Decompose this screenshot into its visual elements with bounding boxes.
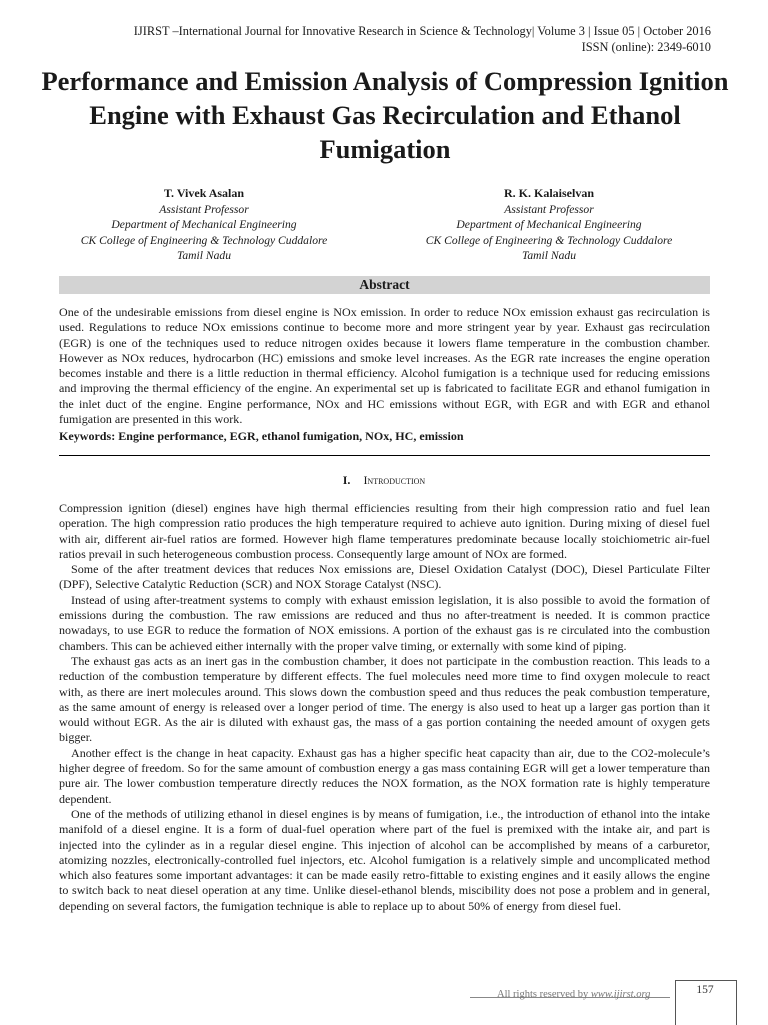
rights-text: All rights reserved by xyxy=(497,989,589,1000)
footer-rights xyxy=(497,989,650,1000)
section-divider xyxy=(59,455,710,456)
journal-header-line: IJIRST –International Journal for Innovative Research in Science & Technology| Volume 3 | Issue 05 | October 2016 xyxy=(133,24,711,38)
abstract-text: One of the undesirable emissions from diesel engine is NOx emission. In order to reduce NOx emission exhaust gas recirculation is used. Regulations to reduce NOx emissions continue to become more and more stringent year by year. Exhaust gas recirculation (EGR) is one of the techniques used to reduce nitrogen oxides because it lowers flame temperature in the combustion chamber. However as NOx reduces, hydrocarbon (HC) emissions and smoke level increases. As the EGR rate increases the engine operation becomes instable and there is a little reduction in thermal efficiency. Alcohol fumigation is a technique used for reducing emissions and improving the thermal efficiency of the engine. An experimental set up is fabricated to facilitate EGR and ethanol fumigation in the inlet duct of the engine. Engine performance, NOx and HC emissions without EGR, with EGR and with EGR and ethanol fumigation are presented in this work. xyxy=(59,305,710,427)
author-name: T. Vivek Asalan xyxy=(163,186,245,200)
author-block xyxy=(44,186,364,264)
author-institution: CK College of Engineering & Technology Cuddalore xyxy=(80,233,328,247)
author-position: Assistant Professor xyxy=(504,202,594,216)
body-paragraph: Instead of using after-treatment systems to comply with exhaust emission legislation, it is also possible to avoid the formation of emissions during the combustion. The raw emissions are reduced and thus no after-treatment is needed. It is common practice nowadays, to use EGR to reduce the formation of NOX emissions. A portion of the exhaust gas is re circulated into the combustion chambers. This can be achieved either internally with the proper valve timing, or externally with some kind of piping. xyxy=(59,592,710,653)
author-state: Tamil Nadu xyxy=(176,249,232,262)
body-paragraph: One of the methods of utilizing ethanol in diesel engines is by means of fumigation, i.e., the introduction of ethanol into the intake manifold of a diesel engine. It is a form of dual-fuel operation where part of the fuel is premixed with the intake air, and part is injected into the cylinder as in a regular diesel engine. This injection of alcohol can be accomplished by means of a carburetor, atomizing nozzles, electronically-controlled fuel injectors, etc. Alcohol fumigation is a relatively simple and uncomplicated method which also features some important advantages: it can be made easily retro-fittable to existing engines and it easily allows the engine to switch back to neat diesel operation at any time. Unlike diesel-ethanol blends, miscibility does not pose a problem and in general, depending on several factors, the fumigation technique is able to replace up to about 50% of energy from diesel fuel. xyxy=(59,806,710,913)
abstract-heading: Abstract xyxy=(59,276,710,294)
author-institution: CK College of Engineering & Technology Cuddalore xyxy=(425,233,673,247)
issn-line: ISSN (online): 2349-6010 xyxy=(581,40,711,54)
body-paragraph: Another effect is the change in heat capacity. Exhaust gas has a higher specific heat capacity than air, due to the CO2-molecule’s higher degree of freedom. So for the same amount of combustion energy a gas mass containing EGR will get a lower temperature than pure air. The lower combustion temperature directly reduces the NOX formation, as the NOX formation rate is highly temperature dependent. xyxy=(59,745,710,806)
body-paragraph: The exhaust gas acts as an inert gas in the combustion chamber, it does not participate in the combustion reaction. This leads to a reduction of the combustion temperature by different effects. The fuel molecules need more time to find oxygen molecule to react with, as there are inert molecules around. This slows down the combustion speed and thus reduces the peak combustion temperature, as the same amount of energy is released over a longer period of time. The energy is also used to heat up a larger gas portion than it would without EGR. As the air is diluted with exhaust gas, the mass of a gas portion containing the needed amount of oxygen gets bigger. xyxy=(59,653,710,745)
section-heading xyxy=(0,473,768,488)
author-block xyxy=(389,186,709,264)
section-title: Introduction xyxy=(363,473,426,487)
section-body xyxy=(59,501,710,914)
site-link[interactable]: www.ijirst.org xyxy=(590,989,651,1000)
paper-title: Performance and Emission Analysis of Compression Ignition Engine with Exhaust Gas Recirculation and Ethanol Fumigation xyxy=(41,66,729,164)
page-number: 157 xyxy=(696,984,714,996)
author-name: R. K. Kalaiselvan xyxy=(503,186,594,200)
author-department: Department of Mechanical Engineering xyxy=(111,218,297,231)
author-state: Tamil Nadu xyxy=(521,249,577,262)
body-paragraph: Compression ignition (diesel) engines have high thermal efficiencies resulting from their high compression ratio and fuel lean operation. The high compression ratio produces the high temperature required to achieve auto ignition. During mixing of diesel fuel with air, different air-fuel ratios are formed. However high flame temperatures predominate because locally stoichiometric air-fuel ratios prevail in such heterogeneous combustion process. Consequently large amount of NOx are formed. xyxy=(59,501,710,561)
keywords: Keywords: Engine performance, EGR, ethanol fumigation, NOx, HC, emission xyxy=(59,429,464,443)
section-number: I. xyxy=(342,473,351,487)
author-department: Department of Mechanical Engineering xyxy=(456,218,642,231)
body-paragraph: Some of the after treatment devices that reduces Nox emissions are, Diesel Oxidation Catalyst (DOC), Diesel Particulate Filter (DPF), Selective Catalytic Reduction (SCR) and NOX Storage Catalyst (NSC). xyxy=(59,562,710,592)
author-position: Assistant Professor xyxy=(159,202,249,216)
